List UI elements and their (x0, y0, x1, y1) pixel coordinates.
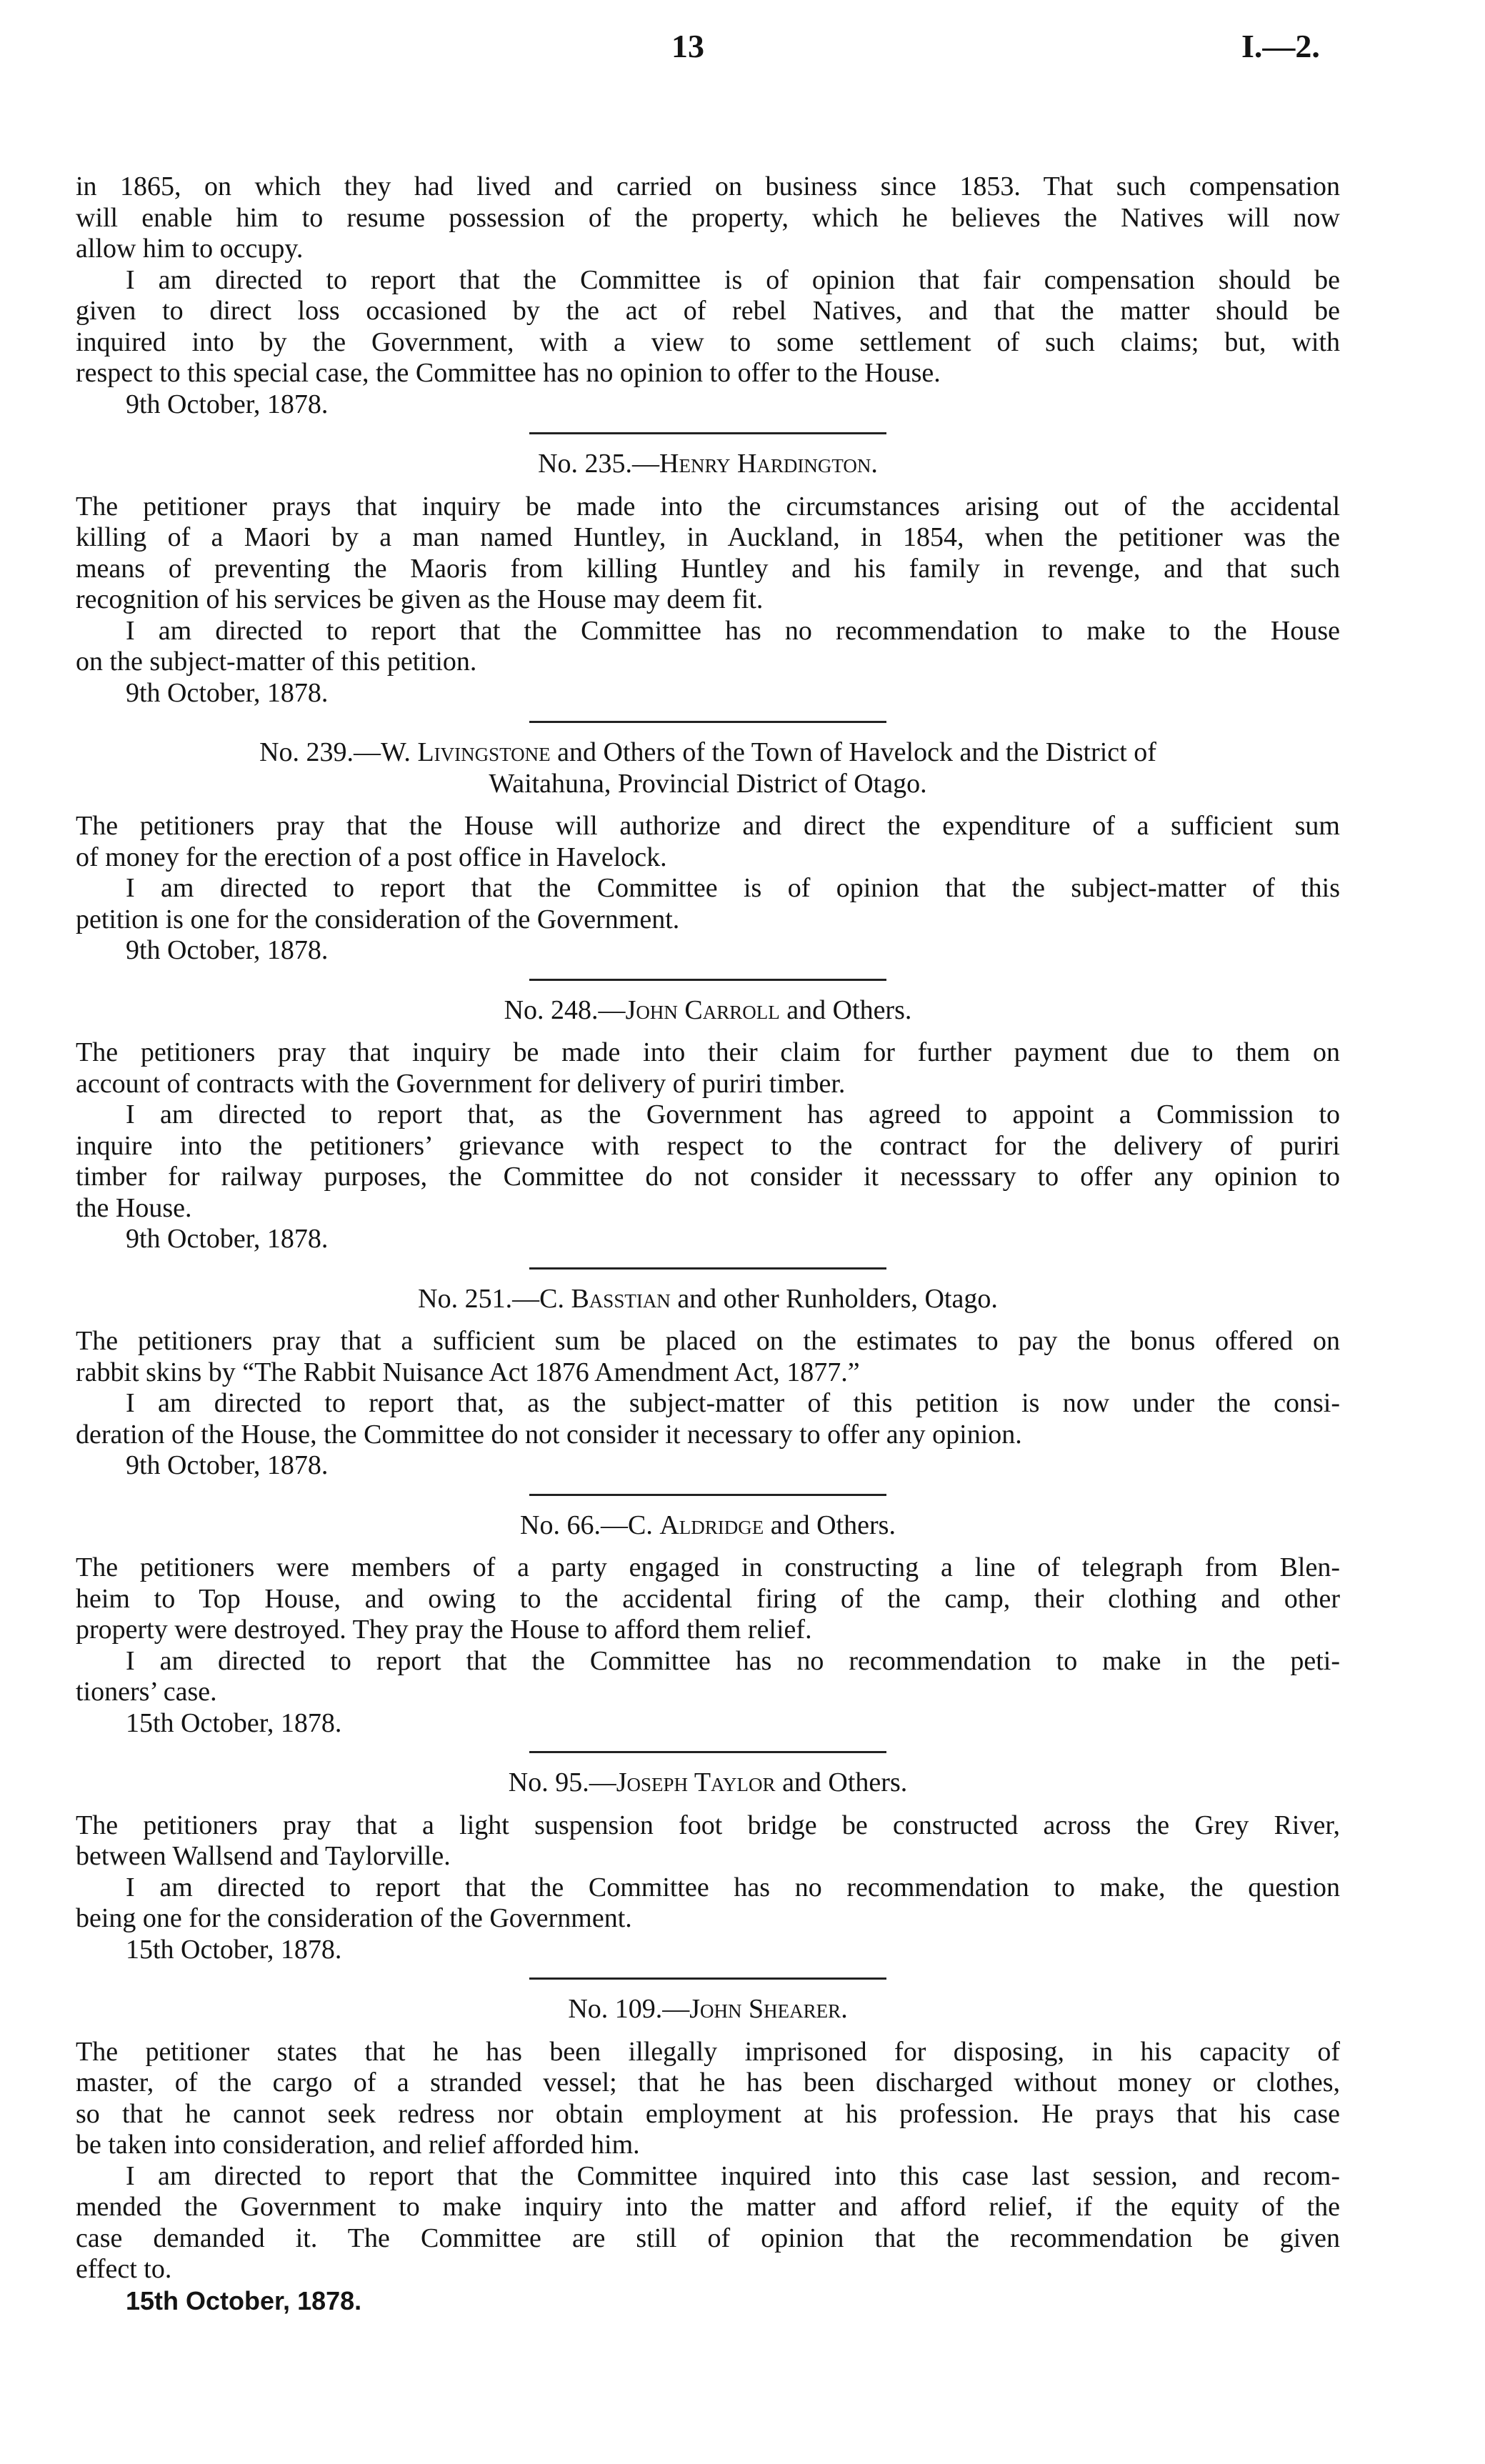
section-divider (529, 721, 886, 723)
paragraph (76, 811, 1340, 873)
text-line: effect to. (76, 2254, 172, 2284)
heading-suffix: and Others. (775, 1767, 908, 1797)
paragraph (76, 1552, 1340, 1646)
text-line: I am directed to report that, as the Government has agreed to appoint a Commission to (126, 1099, 1340, 1129)
petitioner-name: Basstian (571, 1283, 671, 1314)
page-number: 13 (671, 28, 704, 64)
petition-heading (76, 1284, 1340, 1315)
paragraph (76, 1646, 1340, 1708)
heading-suffix: . (871, 449, 878, 479)
petition-section (76, 979, 1340, 1255)
section-divider (529, 432, 886, 434)
petition-section (76, 1977, 1340, 2316)
paragraph (76, 1326, 1340, 1388)
text-line: mended the Government to make inquiry into the matter and afford relief, if the equity of the (76, 2192, 1340, 2222)
text-line: on the subject-matter of this petition. (76, 647, 477, 677)
heading-suffix: and Others. (779, 994, 912, 1025)
petitioner-name: Joseph Taylor (616, 1767, 776, 1797)
text-line: be taken into consideration, and relief afforded him. (76, 2130, 640, 2160)
text-line: means of preventing the Maoris from killing Huntley and his family in revenge, and that such (76, 553, 1340, 584)
text-line: timber for railway purposes, the Committee do not consider it necesssary to offer any opinion to (76, 1162, 1340, 1192)
heading-suffix: . (841, 1994, 848, 2024)
petition-section (76, 432, 1340, 709)
report-date: 9th October, 1878. (126, 677, 329, 708)
text-line: case demanded it. The Committee are still of opinion that the recommendation be given (76, 2223, 1340, 2253)
paragraph (76, 1388, 1340, 1450)
paragraph (76, 616, 1340, 678)
report-date: 15th October, 1878. (126, 1707, 342, 1738)
text-line: deration of the House, the Committee do not consider it necessary to offer any opinion. (76, 1419, 1022, 1450)
text-line: The petitioners pray that the House will authorize and direct the expenditure of a sufficient sum (76, 811, 1340, 841)
text-line: The petitioner states that he has been illegally imprisoned for disposing, in his capacity of (76, 2036, 1340, 2067)
paragraph (76, 171, 1340, 265)
heading-suffix: and Others. (764, 1510, 896, 1540)
report-date: 9th October, 1878. (126, 1450, 329, 1480)
text-line: recognition of his services be given as the House may deem fit. (76, 584, 764, 614)
text-line: tioners’ case. (76, 1677, 217, 1707)
petitioner-name: Aldridge (659, 1510, 764, 1540)
text-line: rabbit skins by “The Rabbit Nuisance Act 1876 Amendment Act, 1877.” (76, 1357, 860, 1387)
section-divider (529, 1751, 886, 1753)
text-line: given to direct loss occasioned by the act of rebel Natives, and that the matter should be (76, 296, 1340, 326)
petitioner-name: Livingstone (417, 737, 551, 767)
paragraph (76, 1037, 1340, 1099)
text-line: allow him to occupy. (76, 234, 304, 264)
heading-number: No. 66.—C. (520, 1510, 660, 1540)
paragraph (76, 492, 1340, 616)
petition-heading (76, 737, 1340, 769)
report-date: 15th October, 1878. (126, 2285, 362, 2315)
text-line: The petitioners pray that inquiry be made into their claim for further payment due to them on (76, 1037, 1340, 1067)
petition-heading (76, 769, 1340, 800)
petitioner-name: John Carroll (625, 994, 780, 1025)
heading-number: No. 235.— (538, 449, 660, 479)
text-line: between Wallsend and Taylorville. (76, 1841, 451, 1871)
petition-heading (76, 995, 1340, 1027)
text-line: killing of a Maori by a man named Huntley, in Auckland, in 1854, when the petitioner was the (76, 522, 1340, 552)
report-date: 15th October, 1878. (126, 1934, 342, 1965)
paragraph (76, 2037, 1340, 2161)
text-line: The petitioners pray that a light suspension foot bridge be constructed across the Grey River, (76, 1810, 1340, 1840)
petition-heading (76, 1994, 1340, 2025)
text-line: heim to Top House, and owing to the accidental firing of the camp, their clothing and other (76, 1583, 1340, 1614)
text-line: The petitioner prays that inquiry be made into the circumstances arising out of the accidental (76, 491, 1340, 522)
text-line: I am directed to report that the Committee has no recommendation to make to the House (126, 615, 1340, 646)
report-date: 9th October, 1878. (126, 1224, 329, 1254)
heading-number: No. 251.—C. (418, 1283, 571, 1314)
text-line: account of contracts with the Government for delivery of puriri timber. (76, 1068, 846, 1099)
text-line: I am directed to report that the Committee is of opinion that fair compensation should be (126, 264, 1340, 295)
text-line: so that he cannot seek redress nor obtain employment at his profession. He prays that his case (76, 2098, 1340, 2129)
text-line: the House. (76, 1192, 192, 1223)
petitioner-name: Henry Hardington (659, 449, 871, 479)
section-divider (529, 979, 886, 981)
petition-heading (76, 1510, 1340, 1542)
section-divider (529, 1494, 886, 1496)
heading-number: No. 109.— (568, 1994, 690, 2024)
paragraph (76, 265, 1340, 389)
text-line: being one for the consideration of the Government. (76, 1903, 632, 1933)
text-line: of money for the erection of a post office in Havelock. (76, 842, 667, 872)
heading-suffix: and other Runholders, Otago. (670, 1283, 998, 1314)
petition-section (76, 171, 1340, 420)
paragraph (76, 1099, 1340, 1224)
text-line: inquire into the petitioners’ grievance with respect to the contract for the delivery of puriri (76, 1130, 1340, 1161)
text-line: inquired into by the Government, with a view to some settlement of such claims; but, with (76, 326, 1340, 357)
text-line: will enable him to resume possession of the property, which he believes the Natives will now (76, 202, 1340, 233)
report-date: 9th October, 1878. (126, 389, 329, 419)
report-date: 9th October, 1878. (126, 935, 329, 965)
document-body (76, 171, 1340, 2316)
petitioner-name: John Shearer (689, 1994, 841, 2024)
section-divider (529, 1977, 886, 1980)
petition-heading (76, 1767, 1340, 1799)
section-divider (529, 1267, 886, 1270)
heading-number: No. 95.— (508, 1767, 616, 1797)
paragraph (76, 2161, 1340, 2285)
paragraph (76, 1872, 1340, 1935)
paragraph (76, 873, 1340, 935)
text-line: petition is one for the consideration of the Government. (76, 904, 680, 934)
petition-section (76, 1267, 1340, 1482)
text-line: I am directed to report that the Committee has no recommendation to make, the question (126, 1872, 1340, 1902)
text-line: I am directed to report that the Committee has no recommendation to make in the peti- (126, 1645, 1340, 1676)
petition-section (76, 1751, 1340, 1965)
heading-suffix: and Others of the Town of Havelock and the District of (550, 737, 1156, 767)
text-line: The petitioners were members of a party engaged in constructing a line of telegraph from Blen- (76, 1552, 1340, 1582)
heading-number: Waitahuna, Provincial District of Otago. (489, 768, 927, 799)
petition-heading (76, 449, 1340, 480)
text-line: I am directed to report that the Committee is of opinion that the subject-matter of this (126, 873, 1340, 903)
document-reference: I.—2. (1241, 28, 1320, 64)
text-line: The petitioners pray that a sufficient sum be placed on the estimates to pay the bonus offered on (76, 1326, 1340, 1356)
paragraph (76, 1810, 1340, 1872)
petition-section (76, 721, 1340, 967)
heading-number: No. 248.— (504, 994, 626, 1025)
text-line: I am directed to report that, as the subject-matter of this petition is now under the consi- (126, 1388, 1340, 1418)
text-line: I am directed to report that the Committee inquired into this case last session, and recom- (126, 2160, 1340, 2191)
text-line: respect to this special case, the Committee has no opinion to offer to the House. (76, 358, 941, 388)
text-line: property were destroyed. They pray the House to afford them relief. (76, 1615, 812, 1645)
heading-number: No. 239.—W. (259, 737, 418, 767)
petition-section (76, 1494, 1340, 1740)
text-line: in 1865, on which they had lived and carried on business since 1853. That such compensation (76, 171, 1340, 201)
text-line: master, of the cargo of a stranded vessel; that he has been discharged without money or clothes, (76, 2068, 1340, 2098)
